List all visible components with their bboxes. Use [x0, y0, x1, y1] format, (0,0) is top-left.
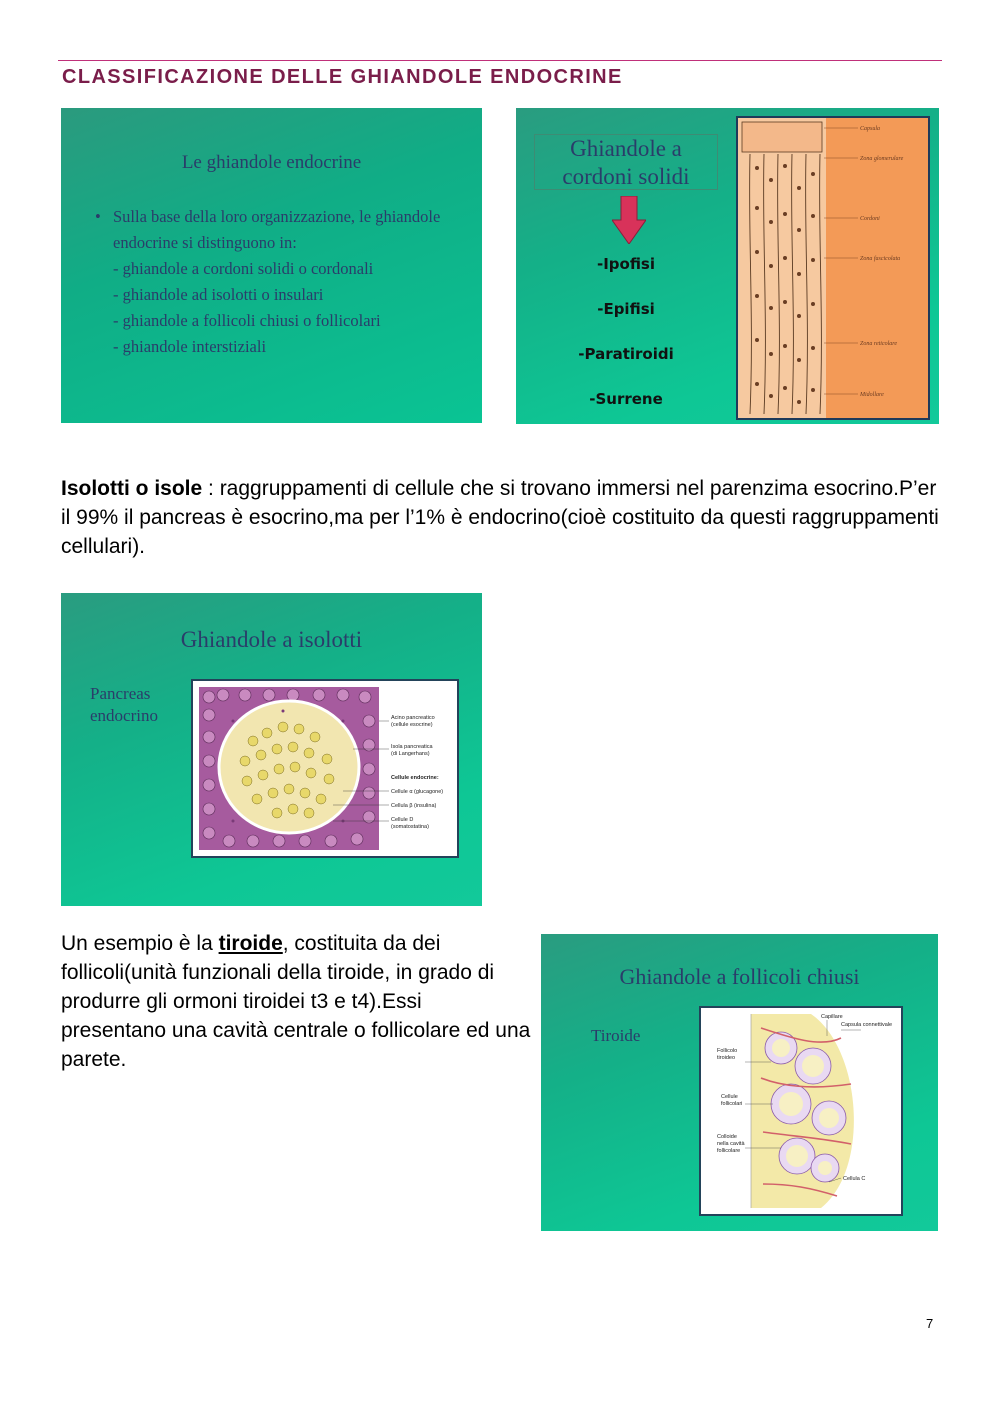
figure-label: (somatostatina): [391, 824, 429, 830]
gland-item: -Epifisi: [597, 300, 655, 318]
thyroid-follicle-illustration: [699, 1006, 903, 1216]
figure-label: (di Langerhans): [391, 751, 430, 757]
slide-title: Le ghiandole endocrine: [181, 152, 362, 173]
figure-label: (cellule esocrine): [391, 722, 433, 728]
gland-item: -Paratiroidi: [578, 345, 674, 363]
figure-label: Cellule D: [391, 817, 414, 823]
figure-label: Cellule: [721, 1094, 738, 1100]
figure-label: Isola pancreatica: [391, 744, 433, 750]
figure-label: Zona fascicolata: [860, 256, 901, 262]
list-bullet: • Sulla base della loro organizzazione, le ghiandole endocrine si distinguono in:: [95, 204, 482, 256]
figure-label: Cellule endocrine:: [391, 775, 439, 781]
label-line: Pancreas: [90, 684, 151, 703]
header-rule: [58, 60, 942, 61]
figure-label: Zona reticolare: [860, 341, 898, 347]
thyroid-text-before: Un esempio è la: [61, 932, 219, 955]
figure-label: Cordoni: [860, 216, 880, 222]
classification-list: [95, 204, 482, 360]
gland-item: -Surrene: [589, 390, 663, 408]
figure-label: Cellula C: [843, 1176, 866, 1182]
figure-label: follicolare: [717, 1148, 741, 1154]
slide-follicoli-chiusi: [541, 934, 938, 1231]
pancreatic-islet-illustration: [191, 679, 459, 858]
figure-label: Capsula: [860, 126, 881, 132]
slide-cordoni-solidi: [516, 108, 939, 424]
slide-label: Tiroide: [591, 1026, 641, 1045]
figure-label: Midollare: [860, 392, 884, 398]
figure-label: follicolari: [721, 1101, 743, 1107]
figure-label: Capsula connettivale: [841, 1022, 893, 1028]
figure-label: Zona glomerulare: [860, 156, 904, 162]
slide-label: [90, 683, 158, 727]
list-item: - ghiandole a follicoli chiusi o follicolari: [113, 311, 381, 330]
list-item: - ghiandole a cordoni solidi o cordonali: [113, 259, 374, 278]
islets-description: [61, 474, 941, 561]
page-heading: CLASSIFICAZIONE DELLE GHIANDOLE ENDOCRINE: [62, 66, 623, 88]
figure-label: Cellule α (glucagone): [391, 789, 444, 795]
slide-title: Ghiandole a cordoni solidi: [534, 134, 718, 190]
figure-label: Acino pancreatico: [391, 715, 435, 721]
thyroid-text-after: , costituita da dei follicoli(unità funzionali della tiroide, in grado di produrre gli ormoni tiroidei t3 e t4).Essi presentano una cavità centrale o follicolare ed una parete.: [61, 932, 531, 1071]
gland-list: [556, 252, 696, 424]
term-isolotti: Isolotti o isole: [61, 477, 203, 500]
figure-label: Cellula β (insulina): [391, 803, 437, 809]
thyroid-description: [61, 929, 531, 1074]
page-number: 7: [926, 1316, 934, 1331]
list-item: - ghiandole ad isolotti o insulari: [113, 285, 324, 304]
slide-classification: [61, 108, 482, 423]
figure-label: nella cavità: [717, 1141, 745, 1147]
term-tiroide: tiroide: [218, 932, 283, 955]
adrenal-cortex-illustration: [736, 116, 930, 420]
islets-text: : raggruppamenti di cellule che si trovano immersi nel parenzima esocrino.P’er il 99% il pancreas è esocrino,ma per l’1% è endocrino(cioè costituito da questi raggruppamenti cellulari).: [61, 477, 939, 558]
figure-label: tiroideo: [717, 1055, 736, 1061]
figure-label: Follicolo: [717, 1048, 738, 1054]
slide-title: Ghiandole a isolotti: [180, 627, 363, 652]
down-arrow-icon: [612, 196, 646, 244]
gland-item: -Ipofisi: [596, 255, 656, 273]
label-line: endocrino: [90, 706, 158, 725]
slide-isolotti: [61, 593, 482, 906]
figure-label: Colloide: [717, 1134, 737, 1140]
slide-title: Ghiandole a follicoli chiusi: [619, 964, 860, 989]
list-item: - ghiandole interstiziali: [113, 337, 267, 356]
figure-label: Capillare: [821, 1014, 843, 1020]
